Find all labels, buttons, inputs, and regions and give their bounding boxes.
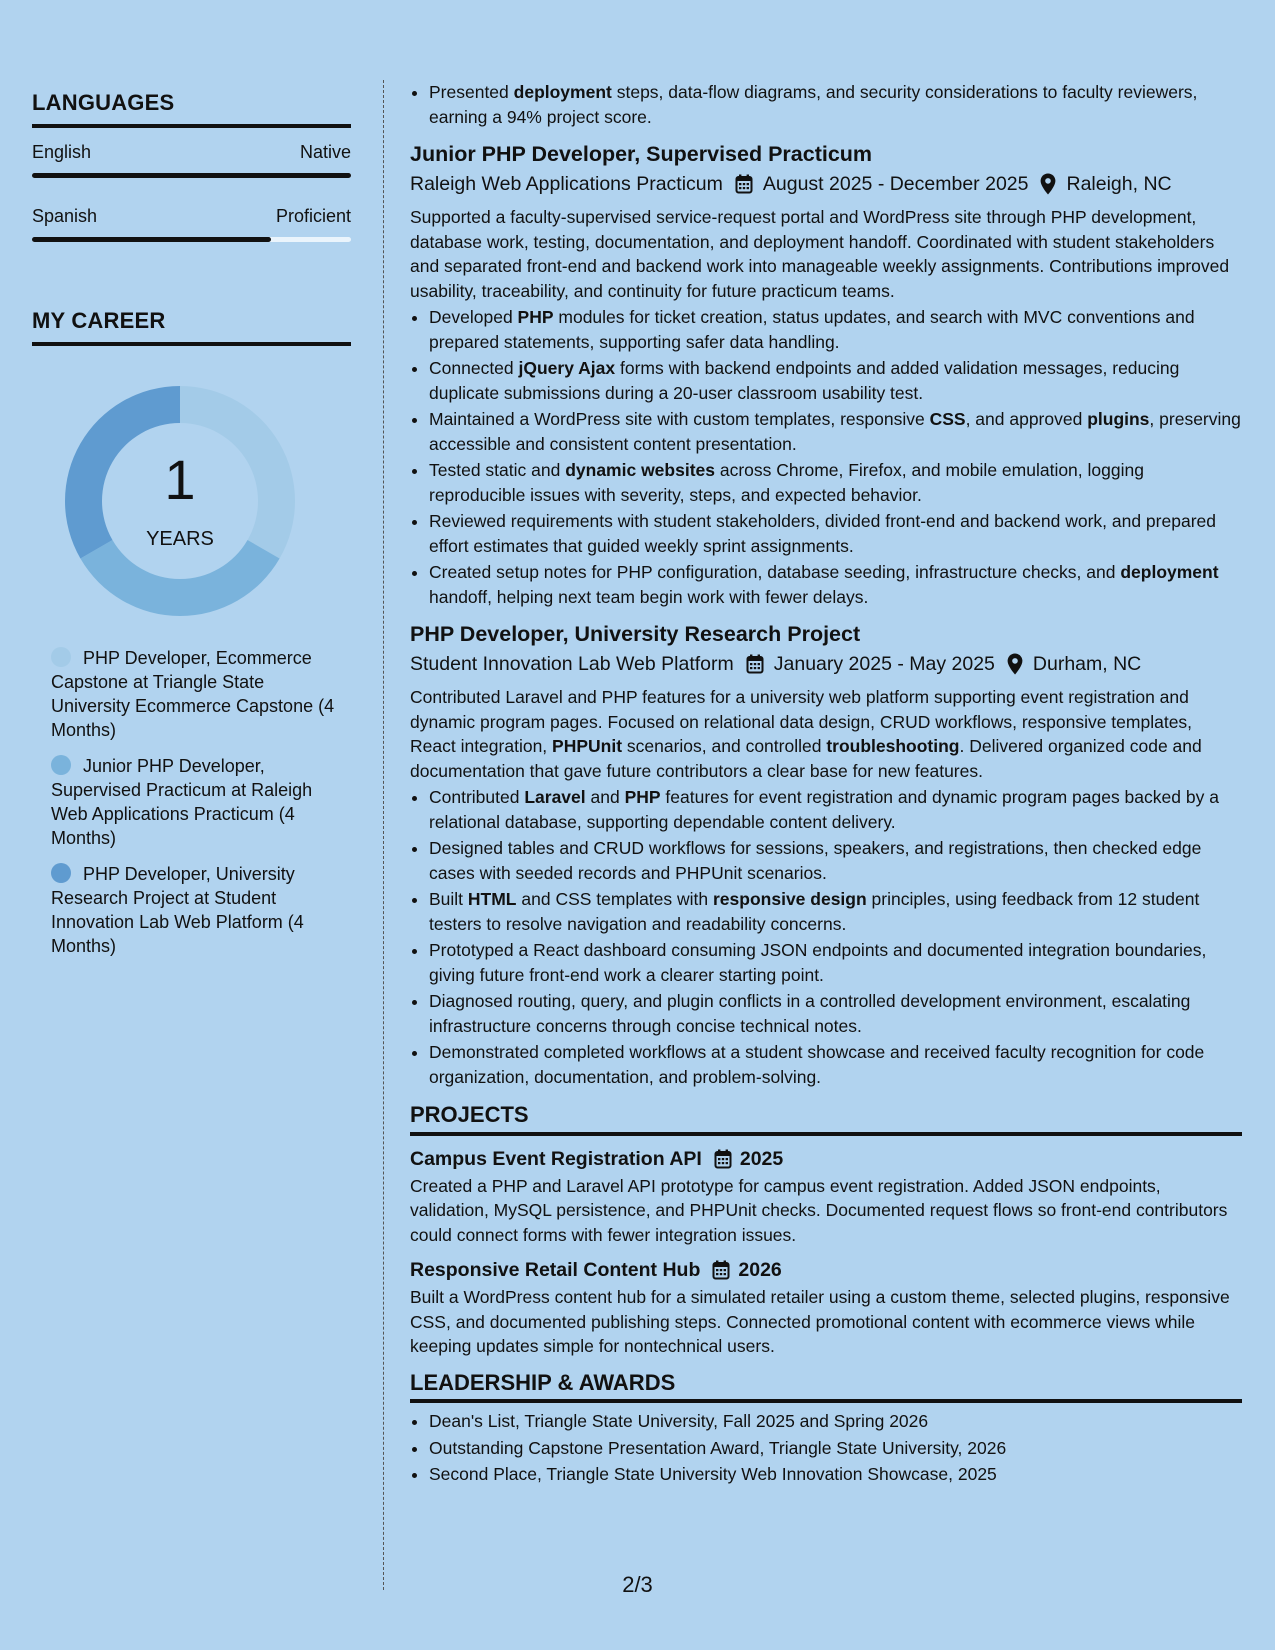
bold-text: Laravel — [524, 787, 586, 807]
language-name: English — [32, 142, 92, 162]
column-divider — [383, 80, 384, 1590]
text-run: Created setup notes for PHP configuration, database seeding, infrastructure checks, and — [429, 562, 1121, 582]
experience-list — [410, 139, 1242, 1089]
text-run: and CSS templates with — [516, 889, 713, 909]
career-donut-chart — [65, 386, 295, 616]
bold-text: HTML — [467, 889, 517, 909]
language-level-bar — [32, 237, 351, 242]
career-color-dot — [51, 755, 71, 775]
bullet-item — [429, 989, 1242, 1038]
job-bullets — [410, 305, 1242, 609]
text-run: forms with backend endpoints and added validation messages, reducing duplicate submissions during a 20-user classroom usability test. — [429, 358, 1180, 403]
text-run: , and approved — [965, 409, 1088, 429]
job-entry — [410, 139, 1242, 609]
job-description — [410, 205, 1242, 303]
job-title: Junior PHP Developer, Supervised Practicum — [410, 142, 873, 166]
project-title-row — [410, 1144, 1242, 1174]
career-color-dot — [51, 863, 71, 883]
location-pin-icon — [1007, 653, 1023, 675]
career-list — [51, 646, 336, 958]
project-year: 2025 — [739, 1147, 784, 1170]
language-row — [32, 142, 351, 163]
bullet-item — [429, 836, 1242, 885]
text-run: Connected — [429, 358, 519, 378]
language-item — [32, 142, 351, 178]
career-item — [51, 754, 336, 850]
text-run: , preserving accessible and consistent content presentation. — [429, 409, 1241, 454]
text-run: features for event registration and dynamic program pages backed by a relational database, supporting dependable content delivery. — [429, 787, 1219, 832]
location-pin-icon — [1040, 173, 1056, 195]
language-item — [32, 206, 351, 242]
projects-section — [410, 1103, 1242, 1359]
text-run: Maintained a WordPress site with custom templates, responsive — [429, 409, 930, 429]
job-title: PHP Developer, University Research Project — [410, 622, 861, 646]
calendar-icon — [712, 1260, 730, 1280]
continued-bullets — [410, 80, 1242, 129]
bold-text: plugins — [1087, 409, 1150, 429]
job-location: Durham, NC — [1032, 653, 1142, 675]
bold-text: PHP — [517, 307, 554, 327]
career-color-dot — [51, 647, 71, 667]
bold-text: deployment — [1120, 562, 1219, 582]
text-run: scenarios, and controlled — [622, 736, 827, 756]
bullet-item — [429, 458, 1242, 507]
main-content — [410, 80, 1242, 1489]
page-number: 2/3 — [622, 1572, 653, 1597]
bold-text: jQuery Ajax — [518, 358, 616, 378]
award-item: • Outstanding Capstone Presentation Award, Triangle State University, 2026 — [429, 1436, 1242, 1461]
language-level-fill — [32, 237, 271, 242]
bold-text: dynamic websites — [565, 460, 715, 480]
bullet-item — [429, 305, 1242, 354]
bold-text: troubleshooting — [826, 736, 960, 756]
text-run: Supported a faculty-supervised service-request portal and WordPress site through PHP development, database work, testing, documentation, and deployment handoff. Coordinated with student stakeholders and separated front-end and backend work into manageable weekly assignments. Contributions improved usability, traceability, and continuity for future practicum teams. — [410, 207, 1230, 301]
bullet-item — [429, 560, 1242, 609]
bold-text: CSS — [929, 409, 966, 429]
project-title-row — [410, 1255, 1242, 1285]
bold-text: deployment — [513, 82, 612, 102]
award-item: • Dean's List, Triangle State University, Fall 2025 and Spring 2026 — [429, 1409, 1242, 1434]
career-item-text: Junior PHP Developer, Supervised Practicum at Raleigh Web Applications Practicum (4 Months) — [51, 756, 313, 848]
career-heading: MY CAREER — [32, 308, 351, 346]
job-location: Raleigh, NC — [1066, 173, 1172, 195]
career-section — [32, 308, 351, 958]
job-dates: August 2025 - December 2025 — [762, 173, 1029, 195]
text-run: Built — [429, 889, 468, 909]
leadership-section — [410, 1371, 1242, 1487]
bullet-item — [429, 356, 1242, 405]
career-total-number: 1 — [164, 448, 196, 511]
project-description: Built a WordPress content hub for a simulated retailer using a custom theme, selected plugins, responsive CSS, and documented publishing steps. Connected promotional content with ecommerce views while keeping updates simple for nontechnical users. — [410, 1287, 1230, 1356]
project-description: Created a PHP and Laravel API prototype for campus event registration. Added JSON endpoints, validation, MySQL persistence, and PHPUnit checks. Documented request flows so front-end contributors could connect forms with fewer integration issues. — [410, 1175, 1228, 1245]
job-dates: January 2025 - May 2025 — [773, 653, 995, 675]
donut-segment — [80, 540, 279, 616]
text-run: Diagnosed routing, query, and plugin conflicts in a controlled development environment, escalating infrastructure concerns through concise technical notes. — [429, 991, 1191, 1036]
language-level: Proficient — [275, 206, 351, 226]
text-run: Prototyped a React dashboard consuming JSON endpoints and documented integration boundaries, giving future front-end work a clearer starting point. — [429, 940, 1207, 985]
project-year: 2026 — [738, 1259, 782, 1281]
text-run: across Chrome, Firefox, and mobile emulation, logging reproducible issues with severity, steps, and expected behavior. — [429, 460, 1144, 505]
languages-heading: LANGUAGES — [32, 90, 351, 128]
projects-heading: PROJECTS — [410, 1103, 1242, 1136]
text-run: Contributed Laravel and PHP features for a university web platform supporting event registration and dynamic program pages. Focused on relational data design, CRUD workflows, responsive templates, React integration, — [410, 687, 1193, 756]
bullet-item — [429, 509, 1242, 558]
project-name: Campus Event Registration API — [410, 1147, 702, 1170]
bullet-item — [429, 785, 1242, 834]
calendar-icon — [746, 654, 764, 674]
career-item — [51, 862, 336, 958]
language-row — [32, 206, 351, 227]
project-entry — [410, 1255, 1242, 1359]
job-organization: Raleigh Web Applications Practicum — [410, 173, 723, 195]
language-level: Native — [299, 142, 351, 162]
language-level-bar — [32, 173, 351, 178]
text-run: . Delivered organized code and documentation that gave future contributors a clear base for new features. — [410, 736, 1202, 781]
text-run: Developed — [429, 307, 518, 327]
career-item-text: PHP Developer, Ecommerce Capstone at Triangle State University Ecommerce Capstone (4 Months) — [51, 648, 335, 740]
award-item: • Second Place, Triangle State University Web Innovation Showcase, 2025 — [429, 1462, 1242, 1487]
job-description — [410, 685, 1242, 783]
bold-text: PHPUnit — [552, 736, 623, 756]
text-run: Designed tables and CRUD workflows for sessions, speakers, and registrations, then checked edge cases with seeded records and PHPUnit scenarios. — [429, 838, 1202, 883]
text-run: steps, data-flow diagrams, and security considerations to faculty reviewers, earning a 94% project score. — [429, 82, 1198, 127]
job-organization: Student Innovation Lab Web Platform — [410, 653, 734, 675]
sidebar — [32, 90, 351, 970]
bullet-item — [429, 80, 1242, 129]
job-meta — [410, 169, 1242, 199]
project-name: Responsive Retail Content Hub — [410, 1259, 701, 1281]
bullet-item — [429, 407, 1242, 456]
text-run: Presented — [429, 82, 514, 102]
bold-text: PHP — [624, 787, 661, 807]
projects-list — [410, 1144, 1242, 1359]
text-run: handoff, helping next team begin work with fewer delays. — [429, 586, 869, 607]
bullet-item — [429, 887, 1242, 936]
language-name: Spanish — [32, 206, 98, 226]
text-run: Demonstrated completed workflows at a student showcase and received faculty recognition for code organization, documentation, and problem-solving. — [429, 1042, 1205, 1087]
text-run: Tested static and — [429, 460, 566, 480]
text-run: and — [585, 787, 625, 807]
text-run: principles, using feedback from 12 student testers to resolve navigation and readability concerns. — [429, 889, 1200, 934]
leadership-list — [410, 1409, 1242, 1487]
career-item — [51, 646, 336, 742]
bullet-item — [429, 1040, 1242, 1089]
job-meta — [410, 649, 1242, 679]
language-level-fill — [32, 173, 351, 178]
project-entry — [410, 1144, 1242, 1248]
career-total-unit: YEARS — [146, 528, 214, 550]
calendar-icon — [735, 174, 753, 194]
bullet-item — [429, 938, 1242, 987]
text-run: Reviewed requirements with student stakeholders, divided front-end and backend work, and prepared effort estimates that guided weekly sprint assignments. — [429, 511, 1216, 556]
job-entry — [410, 619, 1242, 1089]
job-bullets — [410, 785, 1242, 1089]
languages-list — [32, 142, 351, 242]
career-item-text: PHP Developer, University Research Project at Student Innovation Lab Web Platform (4 Months) — [51, 864, 304, 956]
bold-text: responsive design — [713, 889, 867, 909]
text-run: Contributed — [429, 787, 525, 807]
calendar-icon — [714, 1149, 732, 1169]
leadership-heading: LEADERSHIP & AWARDS — [410, 1371, 1242, 1404]
text-run: modules for ticket creation, status updates, and search with MVC conventions and prepared statements, supporting safer data handling. — [429, 307, 1195, 352]
